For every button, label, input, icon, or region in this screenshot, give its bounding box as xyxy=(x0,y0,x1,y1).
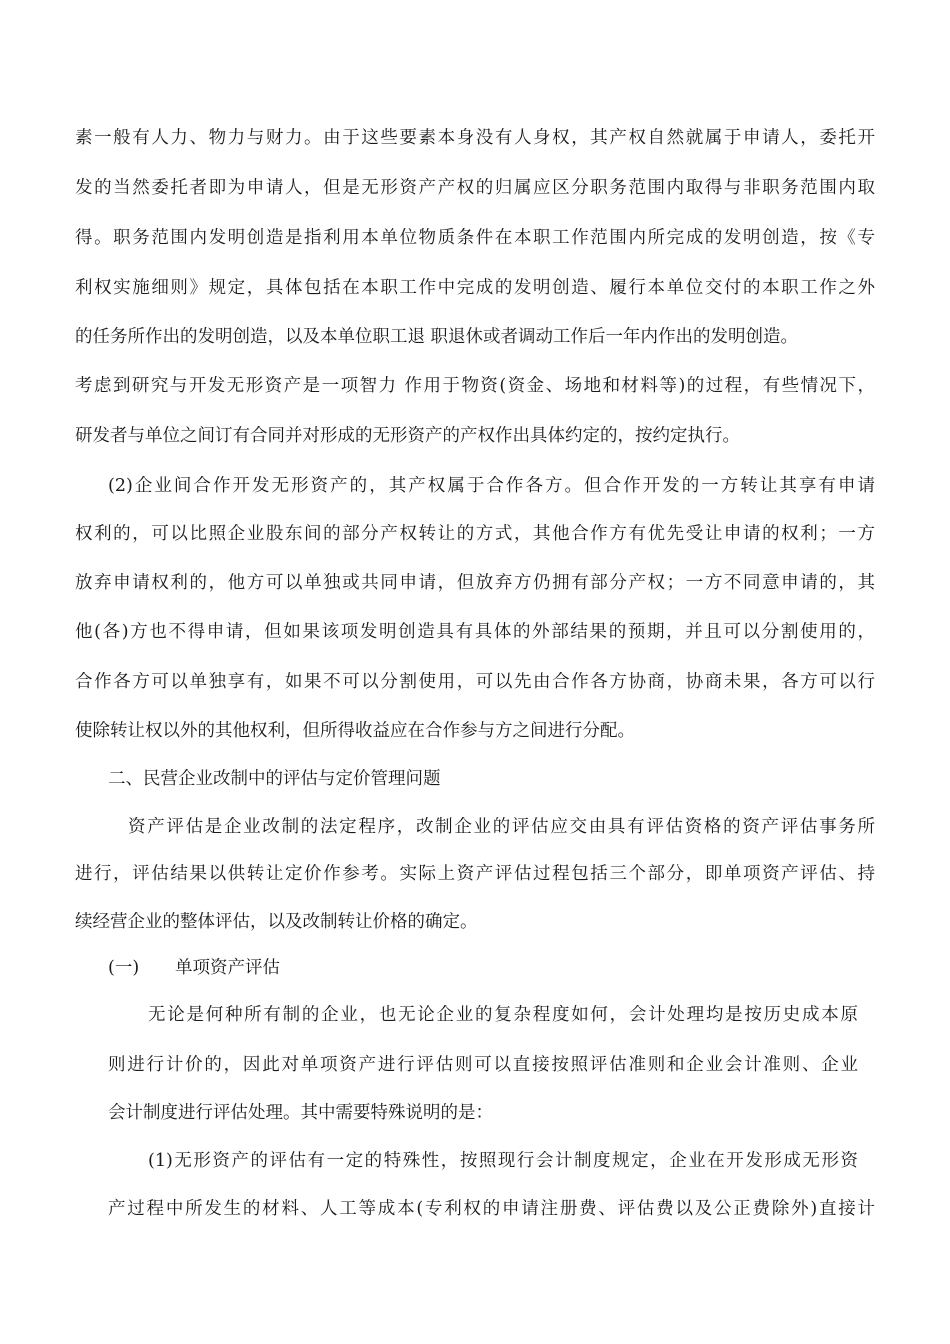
paragraph-first-line: (1)无形资产的评估有一定的特殊性，按照现行会计制度规定，企业在开发形成无形资 xyxy=(148,1151,858,1171)
paragraph-line: 研发者与单位之间订有合同并对形成的无形资产的产权作出具体约定的，按约定执行。 xyxy=(75,426,740,446)
subsection-heading: 单项资产评估 xyxy=(175,958,280,978)
paragraph-line: 合作各方可以单独享有，如果不可以分割使用，可以先由合作各方协商，协商未果，各方可以行 xyxy=(75,672,875,692)
paragraph-line: 考虑到研究与开发无形资产是一项智力 作用于物资(资金、场地和材料等)的过程，有些情况下， xyxy=(75,376,875,396)
paragraph-line: 发的当然委托者即为申请人，但是无形资产产权的归属应区分职务范围内取得与非职务范围内取 xyxy=(75,178,875,198)
section-heading: 二、民营企业改制中的评估与定价管理问题 xyxy=(108,769,441,789)
paragraph-line: 放弃申请权利的，他方可以单独或共同申请，但放弃方仍拥有部分产权；一方不同意申请的，其 xyxy=(75,573,875,593)
paragraph-first-line: 资产评估是企业改制的法定程序，改制企业的评估应交由具有评估资格的资产评估事务所 xyxy=(128,817,875,837)
paragraph-line: 进行，评估结果以供转让定价作参考。实际上资产评估过程包括三个部分，即单项资产评估、持 xyxy=(75,864,875,884)
paragraph-line: 权利的，可以比照企业股东间的部分产权转让的方式，其他合作方有优先受让申请的权利；一方 xyxy=(75,524,875,544)
paragraph-line: 的任务所作出的发明创造，以及本单位职工退 职退休或者调动工作后一年内作出的发明创造。 xyxy=(75,327,799,347)
paragraph-first-line: 无论是何种所有制的企业，也无论企业的复杂程度如何，会计处理均是按历史成本原 xyxy=(148,1005,858,1025)
paragraph-line: 产过程中所发生的材料、人工等成本(专利权的申请注册费、评估费以及公正费除外)直接计 xyxy=(108,1199,875,1219)
subsection-number: (一) xyxy=(108,958,140,978)
paragraph-line: 续经营企业的整体评估，以及改制转让价格的确定。 xyxy=(75,912,478,932)
paragraph-line: 得。职务范围内发明创造是指利用本单位物质条件在本职工作范围内所完成的发明创造，按《专 xyxy=(75,228,875,248)
paragraph-line: 利权实施细则》规定，具体包括在本职工作中完成的发明创造、履行本单位交付的本职工作之外 xyxy=(75,278,875,298)
paragraph-line: 素一般有人力、物力与财力。由于这些要素本身没有人身权，其产权自然就属于申请人，委托开 xyxy=(75,128,875,148)
paragraph-line: 他(各)方也不得申请，但如果该项发明创造具有具体的外部结果的预期，并且可以分割使用的， xyxy=(75,622,875,642)
paragraph-line: 则进行计价的，因此对单项资产进行评估则可以直接按照评估准则和企业会计准则、企业 xyxy=(108,1055,858,1075)
paragraph-line: 使除转让权以外的其他权利，但所得收益应在合作参与方之间进行分配。 xyxy=(75,721,635,741)
paragraph-first-line: (2)企业间合作开发无形资产的，其产权属于合作各方。但合作开发的一方转让其享有申请 xyxy=(108,476,875,496)
paragraph-line: 会计制度进行评估处理。其中需要特殊说明的是： xyxy=(108,1103,493,1123)
